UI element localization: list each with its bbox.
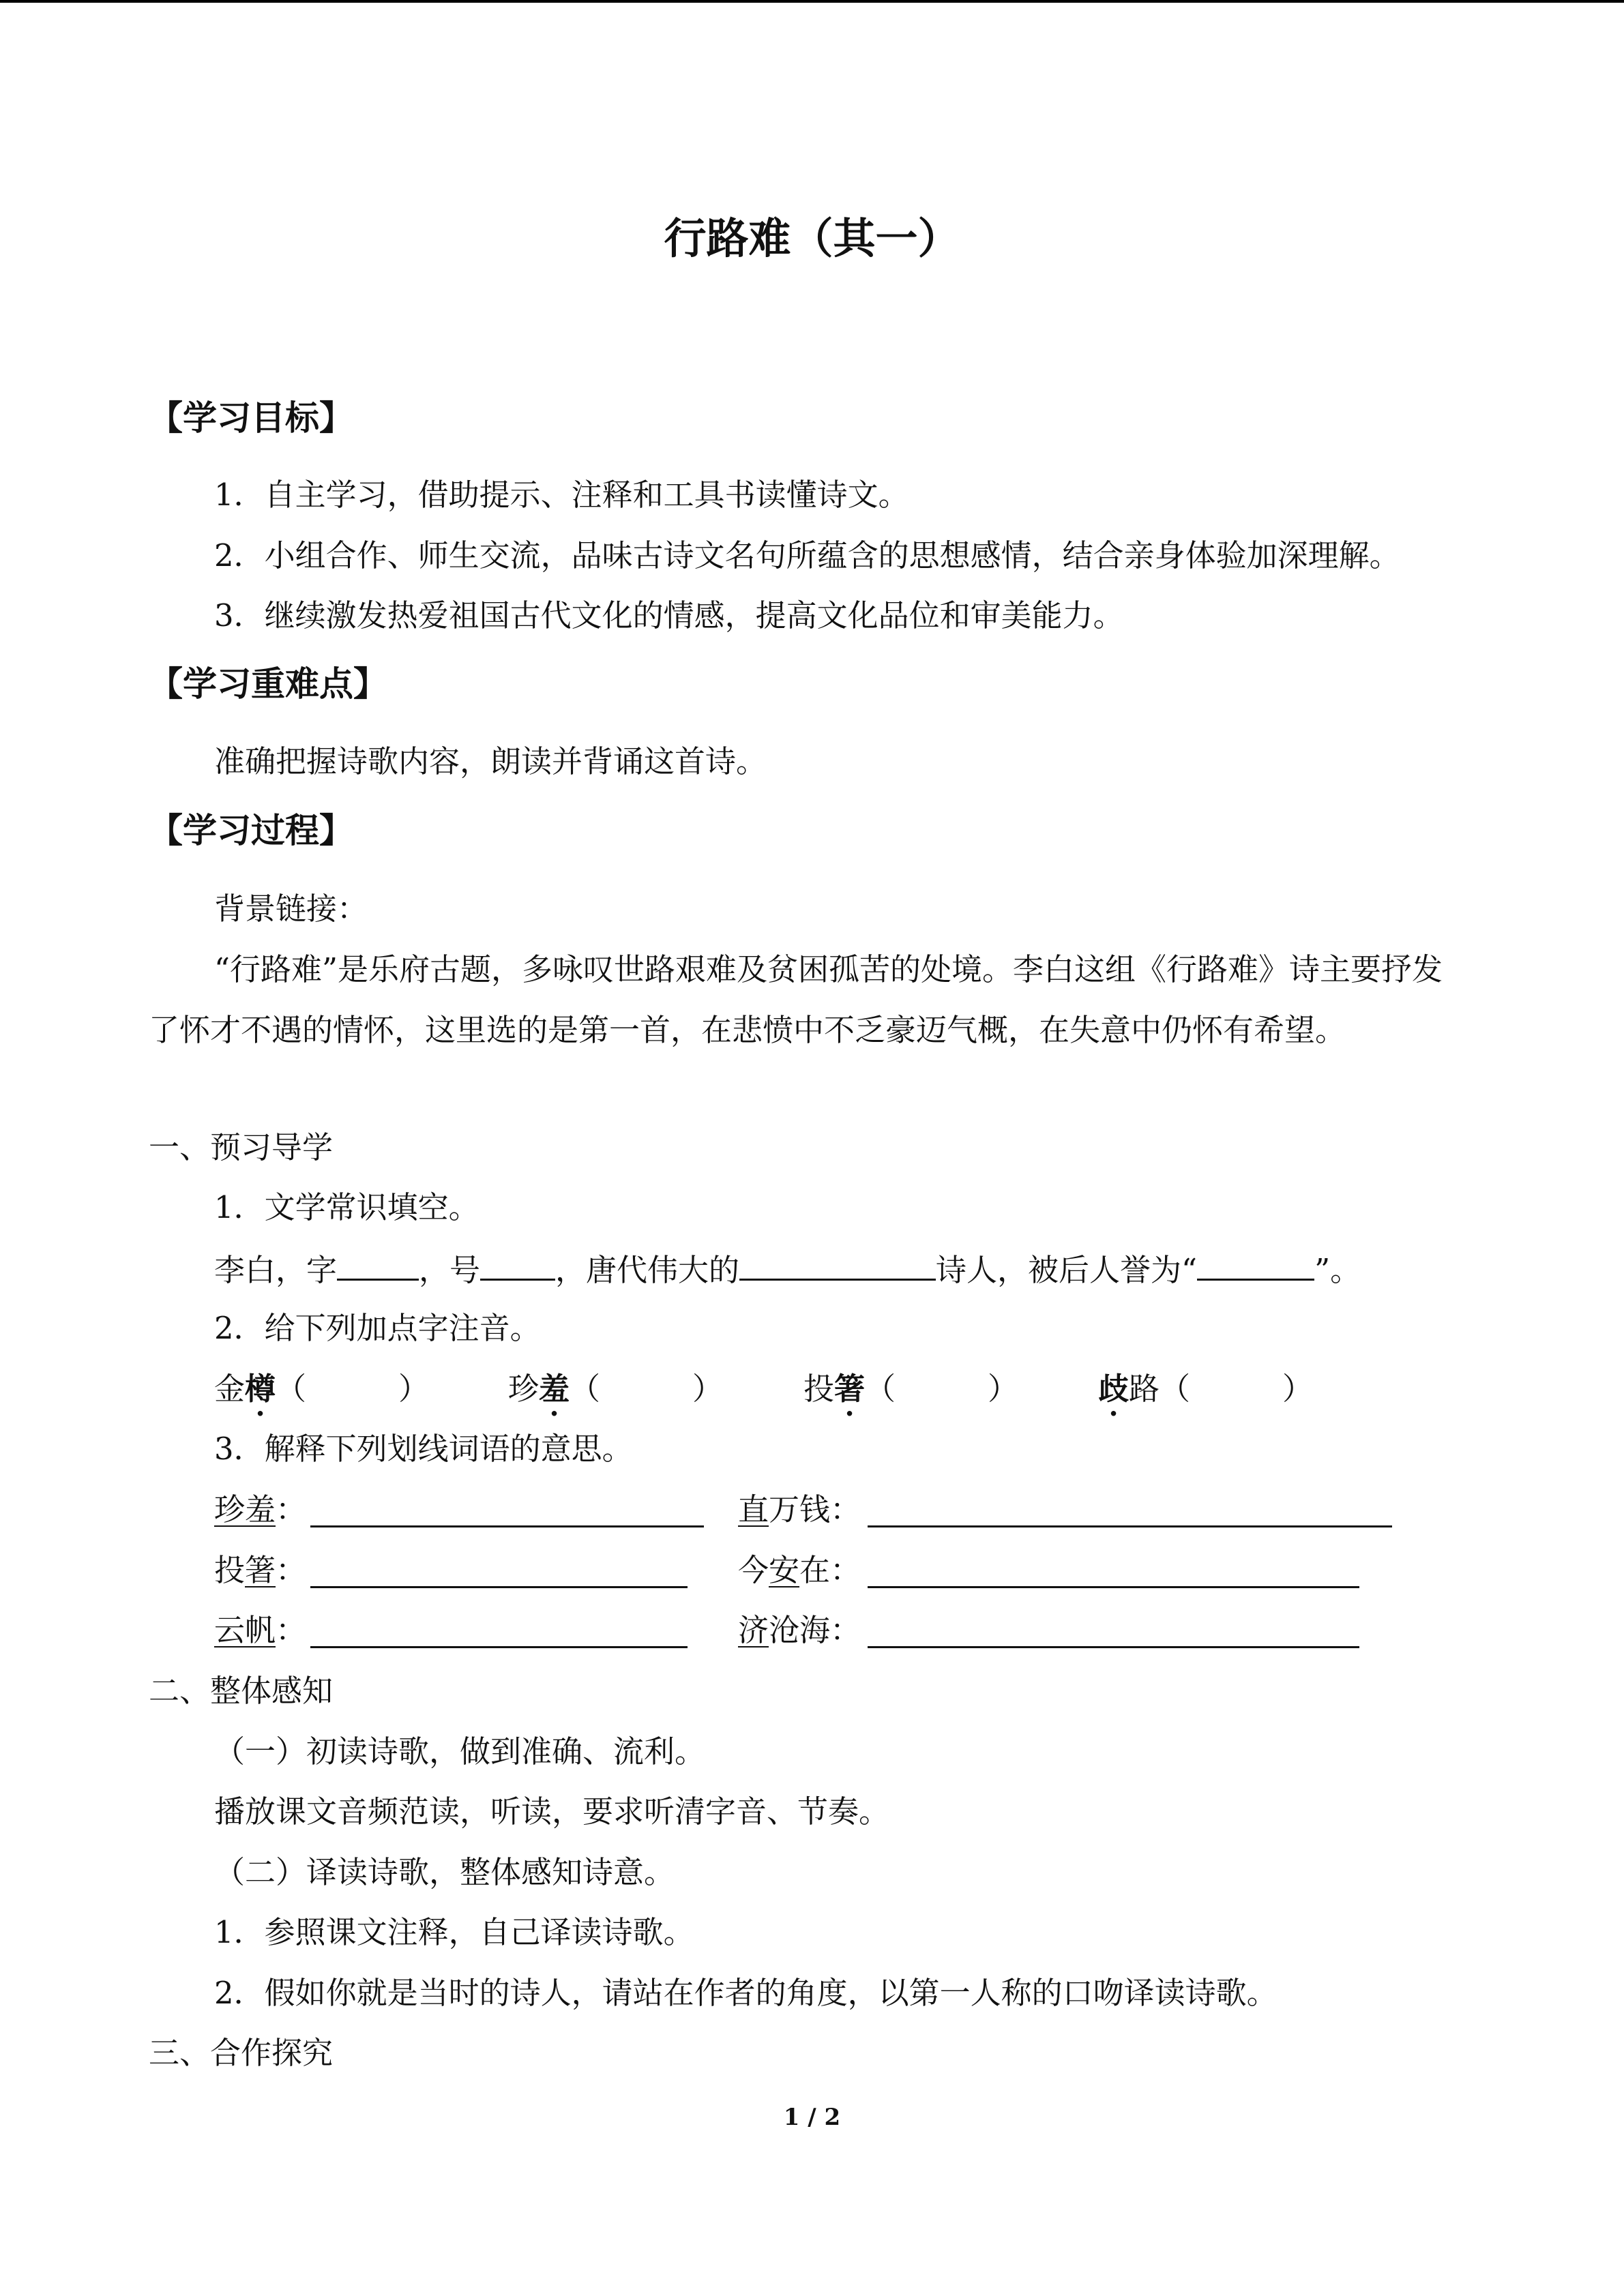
answer-line-ji[interactable] — [868, 1646, 1359, 1648]
blank-poet-type[interactable] — [739, 1248, 936, 1281]
difficulty-text: 准确把握诗歌内容，朗读并背诵这首诗。 — [214, 743, 767, 779]
answer-line-zhenxiu[interactable] — [310, 1525, 704, 1527]
q2-word-1: 金樽（ ） — [214, 1371, 430, 1407]
pinyin-paren[interactable]: （ ） — [1160, 1371, 1314, 1407]
heading-goals: 【学习目标】 — [149, 398, 353, 438]
heading-process: 【学习过程】 — [149, 811, 353, 850]
heading-difficulty: 【学习重难点】 — [149, 664, 387, 704]
q1-seg3: ，唐代伟大的 — [555, 1252, 740, 1288]
pinyin-paren[interactable]: （ ） — [276, 1371, 430, 1407]
part2-line-4: 1．参照课文注释，自己译读诗歌。 — [214, 1914, 694, 1950]
part2-line-3: （二）译读诗歌，整体感知诗意。 — [214, 1854, 675, 1890]
blank-hao[interactable] — [480, 1248, 555, 1281]
part2-line-2: 播放课文音频范读，听读，要求听清字音、节奏。 — [214, 1793, 890, 1830]
q2-label: 2．给下列加点字注音。 — [214, 1310, 541, 1346]
blank-title[interactable] — [1197, 1248, 1314, 1281]
answer-line-an[interactable] — [868, 1586, 1359, 1588]
page-title: 行路难（其一） — [664, 213, 960, 263]
part2-line-1: （一）初读诗歌，做到准确、流利。 — [214, 1733, 706, 1770]
answer-line-yunfan[interactable] — [310, 1646, 688, 1648]
goal-item-1: 1．自主学习，借助提示、注释和工具书读懂诗文。 — [214, 477, 909, 513]
q1-label: 1．文学常识填空。 — [214, 1189, 479, 1225]
q2-word-3: 投箸（ ） — [803, 1371, 1019, 1407]
pinyin-paren[interactable]: （ ） — [865, 1371, 1019, 1407]
part1-heading: 一、预习导学 — [149, 1129, 334, 1165]
q3-term-zhi: 直万钱： — [738, 1491, 861, 1527]
dotted-char: 樽 — [245, 1371, 276, 1407]
q1-fill-line — [214, 1248, 1361, 1291]
goal-item-2: 2．小组合作、师生交流，品味古诗文名句所蕴含的思想感情，结合亲身体验加深理解。 — [214, 537, 1400, 573]
q2-word-4: 歧路（ ） — [1098, 1371, 1314, 1407]
q1-seg5: ”。 — [1314, 1252, 1361, 1288]
dotted-char: 羞 — [539, 1371, 570, 1407]
pinyin-paren[interactable]: （ ） — [570, 1371, 724, 1407]
q3-term-zhenxiu: 珍羞： — [214, 1491, 307, 1527]
part3-heading: 三、合作探究 — [149, 2035, 334, 2071]
q1-seg2: ，号 — [419, 1252, 481, 1288]
q3-term-an: 今安在： — [738, 1552, 861, 1588]
q1-seg4: 诗人，被后人誉为“ — [936, 1252, 1198, 1288]
page-top-border — [0, 0, 1624, 3]
dotted-char: 箸 — [834, 1371, 866, 1407]
q3-label: 3．解释下列划线词语的意思。 — [214, 1431, 633, 1467]
q3-term-zhu: 投箸： — [214, 1552, 307, 1588]
q1-seg1: 李白，字 — [214, 1252, 338, 1288]
part2-line-5: 2．假如你就是当时的诗人，请站在作者的角度，以第一人称的口吻译读诗歌。 — [214, 1975, 1278, 2011]
q2-word-2: 珍羞（ ） — [508, 1371, 724, 1407]
part2-heading: 二、整体感知 — [149, 1673, 334, 1709]
answer-line-zhi[interactable] — [868, 1525, 1392, 1527]
goal-item-3: 3．继续激发热爱祖国古代文化的情感，提高文化品位和审美能力。 — [214, 597, 1124, 633]
page-number: 1 / 2 — [783, 2104, 841, 2131]
q3-term-yunfan: 云帆： — [214, 1612, 307, 1648]
answer-line-zhu[interactable] — [310, 1586, 688, 1588]
background-label: 背景链接： — [214, 891, 368, 927]
q3-term-ji: 济沧海： — [738, 1612, 861, 1648]
blank-zi[interactable] — [337, 1248, 419, 1281]
background-text: “行路难”是乐府古题，多咏叹世路艰难及贫困孤苦的处境。李白这组《行路难》诗主要抒发了怀才不遇的情怀，这里选的是第一首，在悲愤中不乏豪迈气概，在失意中仍怀有希望。 — [149, 951, 1443, 1048]
dotted-char: 歧 — [1098, 1371, 1130, 1407]
